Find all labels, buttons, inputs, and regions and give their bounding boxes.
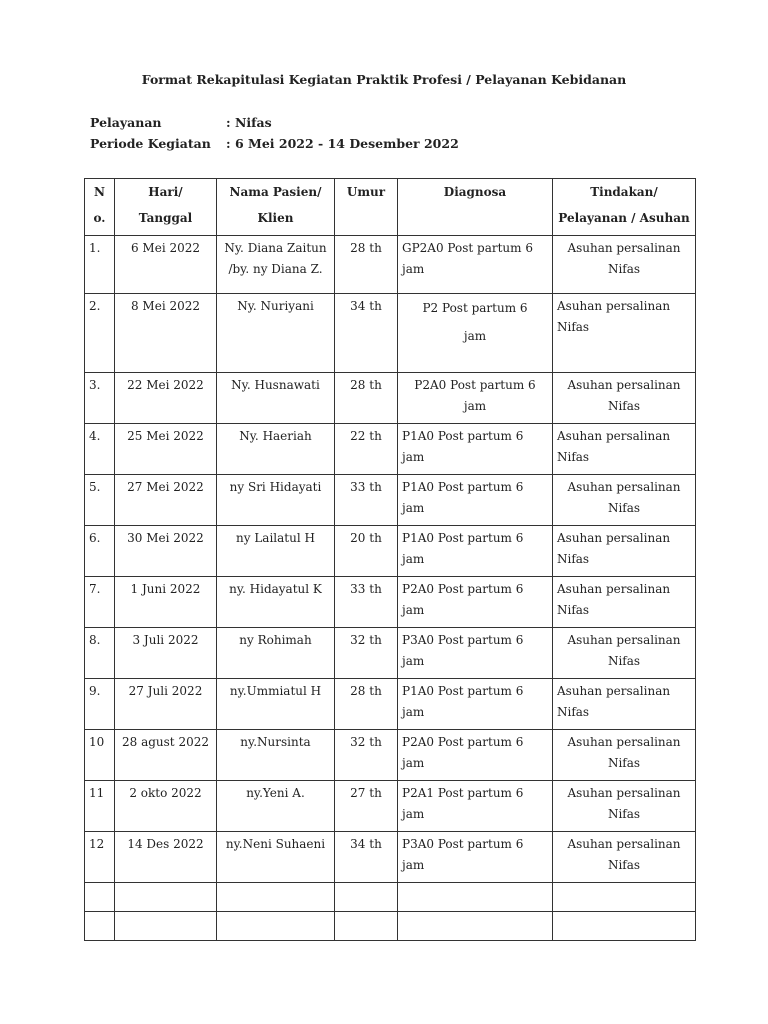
cell-name: ny Rohimah bbox=[217, 628, 335, 679]
cell-action: Asuhan persalinan Nifas bbox=[553, 373, 696, 424]
cell-action: Asuhan persalinan Nifas bbox=[553, 730, 696, 781]
header-diagnosis: Diagnosa bbox=[398, 179, 553, 236]
cell-date: 27 Mei 2022 bbox=[115, 475, 217, 526]
table-row bbox=[85, 526, 696, 577]
table-row bbox=[85, 475, 696, 526]
cell-diagnosis: P2A0 Post partum 6 jam bbox=[398, 577, 553, 628]
cell-empty bbox=[398, 912, 553, 941]
table-row bbox=[85, 628, 696, 679]
cell-action: Asuhan persalinan Nifas bbox=[553, 236, 696, 294]
cell-empty bbox=[85, 912, 115, 941]
cell-name: ny Lailatul H bbox=[217, 526, 335, 577]
cell-age: 33 th bbox=[335, 577, 398, 628]
table-row bbox=[85, 424, 696, 475]
meta-label: Pelayanan bbox=[90, 115, 162, 130]
table-row bbox=[85, 781, 696, 832]
cell-name: ny.Yeni A. bbox=[217, 781, 335, 832]
cell-empty bbox=[217, 912, 335, 941]
cell-diagnosis: P1A0 Post partum 6 jam bbox=[398, 475, 553, 526]
cell-action: Asuhan persalinan Nifas bbox=[553, 526, 696, 577]
cell-action: Asuhan persalinan Nifas bbox=[553, 424, 696, 475]
cell-age: 28 th bbox=[335, 236, 398, 294]
cell-no: 5. bbox=[85, 475, 115, 526]
cell-name: ny.Nursinta bbox=[217, 730, 335, 781]
meta-label: Periode Kegiatan bbox=[90, 136, 211, 151]
cell-date: 22 Mei 2022 bbox=[115, 373, 217, 424]
cell-diagnosis: P1A0 Post partum 6 jam bbox=[398, 679, 553, 730]
cell-age: 22 th bbox=[335, 424, 398, 475]
cell-empty bbox=[85, 883, 115, 912]
cell-diagnosis: GP2A0 Post partum 6 jam bbox=[398, 236, 553, 294]
table-row bbox=[85, 679, 696, 730]
cell-age: 28 th bbox=[335, 679, 398, 730]
cell-diagnosis: P2 Post partum 6 jam bbox=[398, 294, 553, 373]
cell-empty bbox=[335, 912, 398, 941]
header-action: Tindakan/ Pelayanan / Asuhan bbox=[553, 179, 696, 236]
cell-date: 2 okto 2022 bbox=[115, 781, 217, 832]
cell-no: 8. bbox=[85, 628, 115, 679]
cell-diagnosis: P3A0 Post partum 6 jam bbox=[398, 628, 553, 679]
cell-date: 1 Juni 2022 bbox=[115, 577, 217, 628]
cell-action: Asuhan persalinan Nifas bbox=[553, 781, 696, 832]
cell-no: 4. bbox=[85, 424, 115, 475]
cell-name: ny. Hidayatul K bbox=[217, 577, 335, 628]
cell-action: Asuhan persalinan Nifas bbox=[553, 475, 696, 526]
table-row bbox=[85, 832, 696, 883]
cell-empty bbox=[553, 883, 696, 912]
meta-value: : Nifas bbox=[226, 115, 272, 130]
cell-name: Ny. Diana Zaitun /by. ny Diana Z. bbox=[217, 236, 335, 294]
table-row-empty bbox=[85, 912, 696, 941]
cell-name: ny.Ummiatul H bbox=[217, 679, 335, 730]
header-name: Nama Pasien/ Klien bbox=[217, 179, 335, 236]
cell-name: Ny. Husnawati bbox=[217, 373, 335, 424]
meta-periode bbox=[90, 136, 459, 151]
cell-name: ny.Neni Suhaeni bbox=[217, 832, 335, 883]
cell-action: Asuhan persalinan Nifas bbox=[553, 577, 696, 628]
cell-empty bbox=[217, 883, 335, 912]
cell-no: 11 bbox=[85, 781, 115, 832]
header-no: N o. bbox=[85, 179, 115, 236]
cell-date: 28 agust 2022 bbox=[115, 730, 217, 781]
cell-no: 2. bbox=[85, 294, 115, 373]
cell-age: 34 th bbox=[335, 832, 398, 883]
cell-date: 6 Mei 2022 bbox=[115, 236, 217, 294]
cell-diagnosis: P2A0 Post partum 6 jam bbox=[398, 730, 553, 781]
cell-date: 3 Juli 2022 bbox=[115, 628, 217, 679]
cell-action: Asuhan persalinan Nifas bbox=[553, 294, 696, 373]
cell-diagnosis: P1A0 Post partum 6 jam bbox=[398, 526, 553, 577]
cell-no: 1. bbox=[85, 236, 115, 294]
header-date: Hari/ Tanggal bbox=[115, 179, 217, 236]
cell-name: Ny. Haeriah bbox=[217, 424, 335, 475]
cell-name: Ny. Nuriyani bbox=[217, 294, 335, 373]
cell-no: 7. bbox=[85, 577, 115, 628]
cell-date: 8 Mei 2022 bbox=[115, 294, 217, 373]
cell-action: Asuhan persalinan Nifas bbox=[553, 832, 696, 883]
cell-diagnosis: P2A0 Post partum 6 jam bbox=[398, 373, 553, 424]
table-row bbox=[85, 577, 696, 628]
meta-value: : 6 Mei 2022 - 14 Desember 2022 bbox=[226, 136, 459, 151]
cell-no: 12 bbox=[85, 832, 115, 883]
table-row bbox=[85, 294, 696, 373]
cell-diagnosis: P3A0 Post partum 6 jam bbox=[398, 832, 553, 883]
cell-no: 6. bbox=[85, 526, 115, 577]
recap-table bbox=[84, 178, 696, 941]
cell-name: ny Sri Hidayati bbox=[217, 475, 335, 526]
cell-age: 27 th bbox=[335, 781, 398, 832]
cell-empty bbox=[115, 883, 217, 912]
table-row bbox=[85, 373, 696, 424]
header-age: Umur bbox=[335, 179, 398, 236]
cell-no: 9. bbox=[85, 679, 115, 730]
cell-no: 10 bbox=[85, 730, 115, 781]
cell-age: 32 th bbox=[335, 730, 398, 781]
cell-age: 33 th bbox=[335, 475, 398, 526]
cell-diagnosis: P1A0 Post partum 6 jam bbox=[398, 424, 553, 475]
cell-date: 25 Mei 2022 bbox=[115, 424, 217, 475]
cell-empty bbox=[335, 883, 398, 912]
cell-empty bbox=[398, 883, 553, 912]
cell-action: Asuhan persalinan Nifas bbox=[553, 628, 696, 679]
cell-empty bbox=[553, 912, 696, 941]
cell-action: Asuhan persalinan Nifas bbox=[553, 679, 696, 730]
cell-empty bbox=[115, 912, 217, 941]
table-row bbox=[85, 730, 696, 781]
cell-diagnosis: P2A1 Post partum 6 jam bbox=[398, 781, 553, 832]
cell-age: 34 th bbox=[335, 294, 398, 373]
document-title: Format Rekapitulasi Kegiatan Praktik Profesi / Pelayanan Kebidanan bbox=[141, 72, 627, 87]
cell-age: 32 th bbox=[335, 628, 398, 679]
cell-date: 27 Juli 2022 bbox=[115, 679, 217, 730]
table-row-empty bbox=[85, 883, 696, 912]
table-row bbox=[85, 236, 696, 294]
cell-age: 28 th bbox=[335, 373, 398, 424]
cell-age: 20 th bbox=[335, 526, 398, 577]
cell-no: 3. bbox=[85, 373, 115, 424]
cell-date: 14 Des 2022 bbox=[115, 832, 217, 883]
cell-date: 30 Mei 2022 bbox=[115, 526, 217, 577]
meta-pelayanan bbox=[90, 115, 272, 130]
table-header-row bbox=[85, 179, 696, 236]
